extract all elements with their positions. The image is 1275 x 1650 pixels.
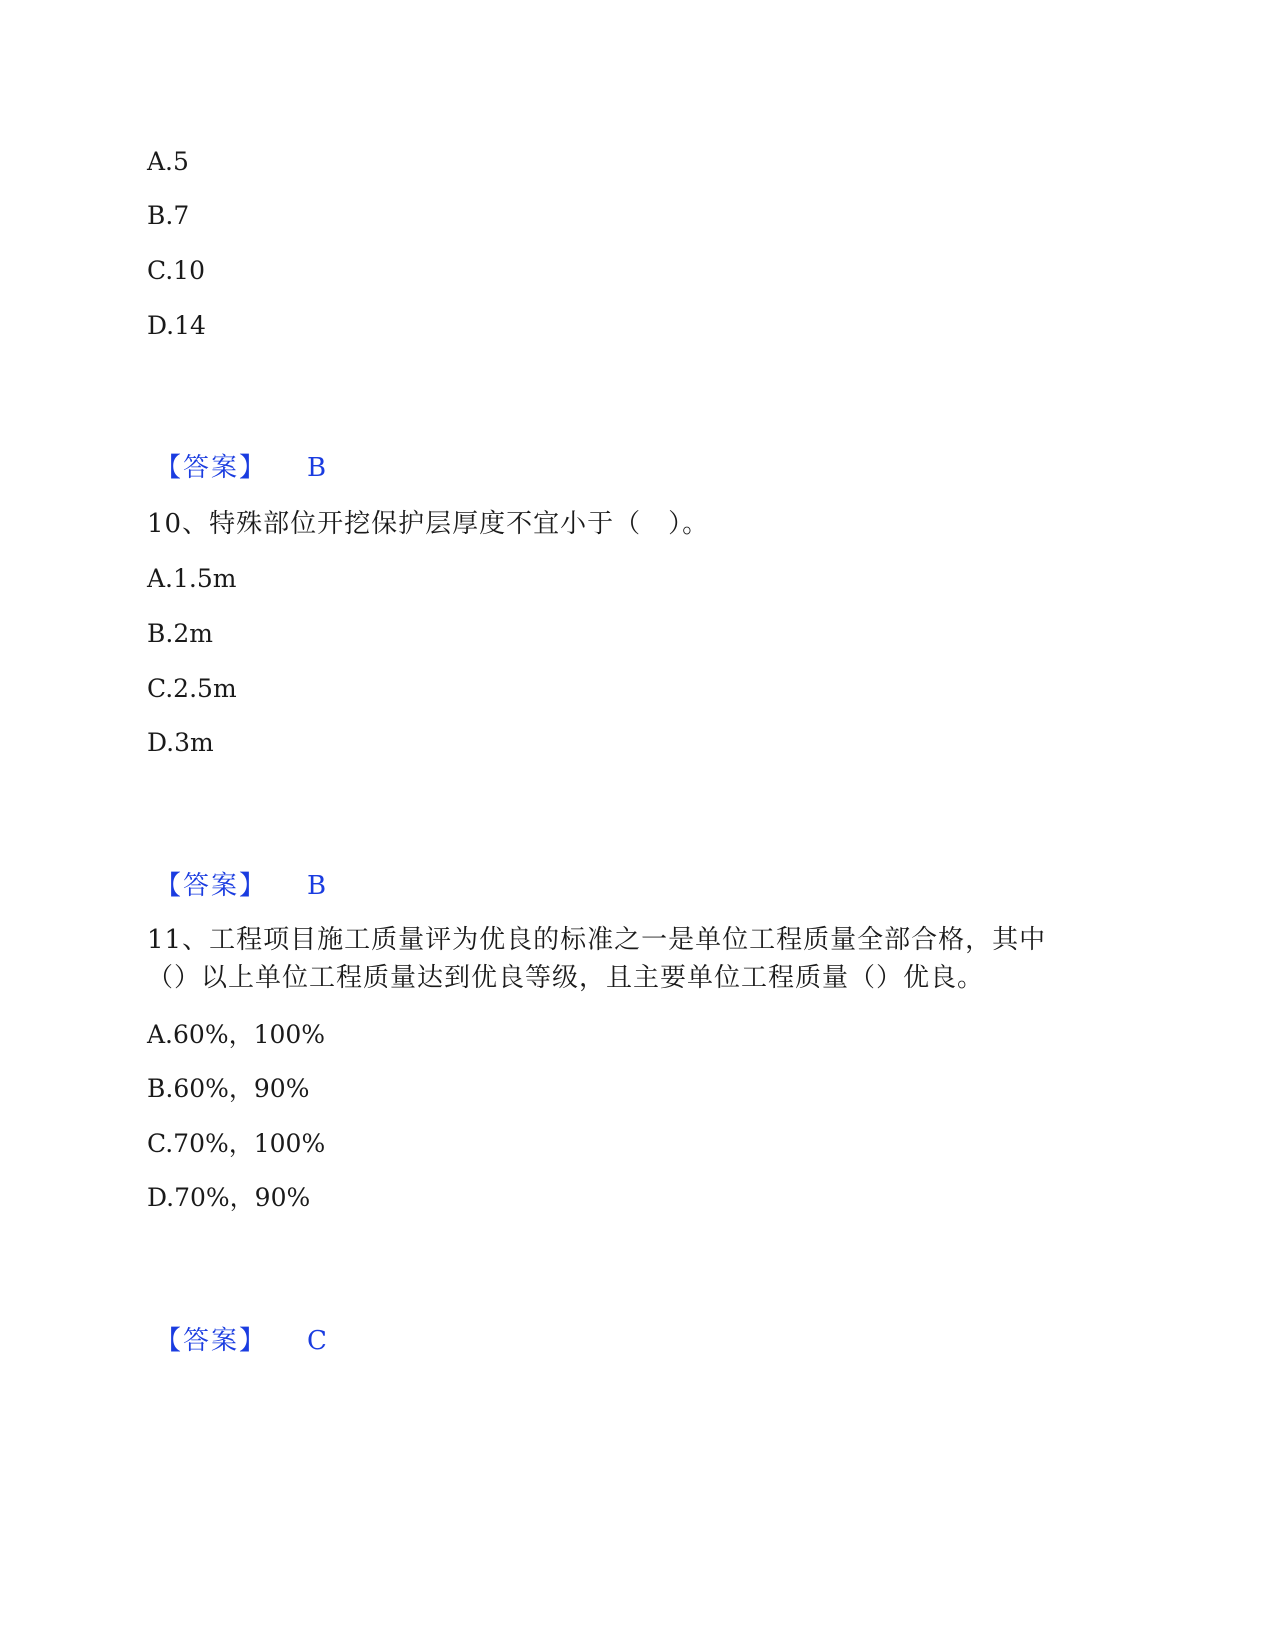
q11-stem-line2: （）以上单位工程质量达到优良等级，且主要单位工程质量（）优良。 (147, 963, 985, 993)
q10-option-d: D.3m (147, 728, 214, 757)
q9-option-d: D.14 (147, 311, 206, 340)
q9-option-a: A.5 (147, 147, 189, 176)
q10-option-c: C.2.5m (147, 674, 237, 703)
answer-label: 【答案】 (155, 871, 268, 901)
q11-option-c: C.70%，100% (147, 1129, 326, 1158)
q11-option-a: A.60%，100% (147, 1020, 326, 1049)
q9-answer (155, 452, 327, 484)
q10-answer (155, 870, 327, 902)
q9-option-c: C.10 (147, 256, 205, 285)
q9-option-b: B.7 (147, 201, 190, 230)
q10-stem: 10、特殊部位开挖保护层厚度不宜小于（ ）。 (147, 509, 710, 539)
answer-value: B (307, 453, 327, 483)
answer-value: B (307, 871, 327, 901)
q11-option-b: B.60%，90% (147, 1074, 310, 1103)
answer-value: C (307, 1326, 327, 1356)
q11-answer (155, 1325, 327, 1357)
q11-stem-line1: 11、工程项目施工质量评为优良的标准之一是单位工程质量全部合格，其中 (147, 925, 1047, 955)
q11-option-d: D.70%，90% (147, 1183, 311, 1212)
q10-option-a: A.1.5m (147, 564, 237, 593)
answer-label: 【答案】 (155, 1326, 268, 1356)
answer-label: 【答案】 (155, 453, 268, 483)
q10-option-b: B.2m (147, 619, 213, 648)
